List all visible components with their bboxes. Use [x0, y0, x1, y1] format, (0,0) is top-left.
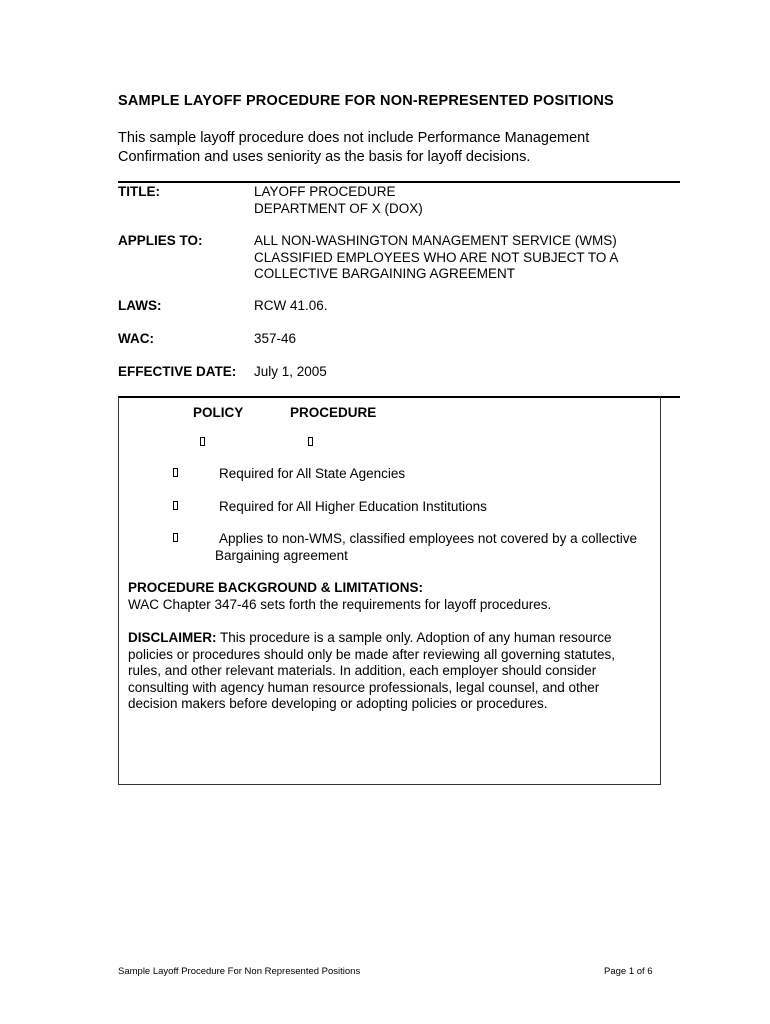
disclaimer-line: consulting with agency human resource professionals, legal counsel, and other: [128, 679, 600, 695]
meta-value-line: CLASSIFIED EMPLOYEES WHO ARE NOT SUBJECT TO A: [254, 249, 619, 265]
list-item-continuation: Bargaining agreement: [215, 548, 348, 563]
page-title: SAMPLE LAYOFF PROCEDURE FOR NON-REPRESENTED POSITIONS: [118, 93, 614, 109]
disclaimer-line: policies or procedures should only be made after reviewing all governing statutes,: [128, 646, 616, 662]
meta-value-line: ALL NON-WASHINGTON MANAGEMENT SERVICE (WMS): [254, 233, 617, 248]
meta-value: [254, 184, 423, 217]
footer-page-number: Page 1 of 6: [604, 966, 653, 977]
policy-checkbox-icon: [200, 437, 205, 446]
meta-value: [254, 233, 618, 283]
intro-line: This sample layoff procedure does not include Performance Management: [118, 130, 590, 146]
intro-paragraph: [118, 129, 678, 167]
meta-label: APPLIES TO:: [118, 233, 203, 248]
background-section: [128, 580, 656, 613]
checkbox-icon: [173, 533, 178, 542]
policy-column-header: POLICY: [193, 405, 244, 420]
meta-value-line: COLLECTIVE BARGAINING AGREEMENT: [254, 266, 516, 281]
disclaimer-line: [128, 630, 656, 647]
list-item: Required for All State Agencies: [219, 466, 406, 481]
meta-label: EFFECTIVE DATE:: [118, 364, 237, 379]
header-divider: [118, 181, 680, 183]
background-heading: PROCEDURE BACKGROUND & LIMITATIONS:: [128, 580, 423, 595]
footer-document-name: Sample Layoff Procedure For Non Represented Positions: [118, 966, 361, 977]
disclaimer-text: This procedure is a sample only. Adoption of any human resource: [216, 630, 612, 645]
checkbox-icon: [173, 468, 178, 477]
disclaimer-line: rules, and other relevant materials. In addition, each employer should consider: [128, 663, 597, 678]
intro-line: Confirmation and uses seniority as the basis for layoff decisions.: [118, 149, 531, 165]
checkbox-icon: [173, 501, 178, 510]
list-item: Applies to non-WMS, classified employees not covered by a collective: [219, 531, 637, 546]
meta-value: July 1, 2005: [254, 364, 327, 379]
disclaimer-label: DISCLAIMER:: [128, 630, 217, 645]
meta-value: RCW 41.06.: [254, 298, 328, 313]
meta-value: 357-46: [254, 331, 297, 346]
procedure-column-header: PROCEDURE: [290, 405, 377, 420]
meta-label: WAC:: [118, 331, 154, 346]
disclaimer-line: decision makers before developing or adopting policies or procedures.: [128, 696, 548, 711]
meta-value-line: DEPARTMENT OF X (DOX): [254, 200, 423, 216]
background-text: WAC Chapter 347-46 sets forth the requirements for layoff procedures.: [128, 596, 552, 612]
meta-label: LAWS:: [118, 298, 162, 313]
meta-label: TITLE:: [118, 184, 160, 199]
disclaimer-section: [128, 630, 656, 713]
meta-value-line: LAYOFF PROCEDURE: [254, 184, 396, 199]
procedure-checkbox-icon: [308, 437, 313, 446]
list-item: Required for All Higher Education Institutions: [219, 499, 487, 514]
